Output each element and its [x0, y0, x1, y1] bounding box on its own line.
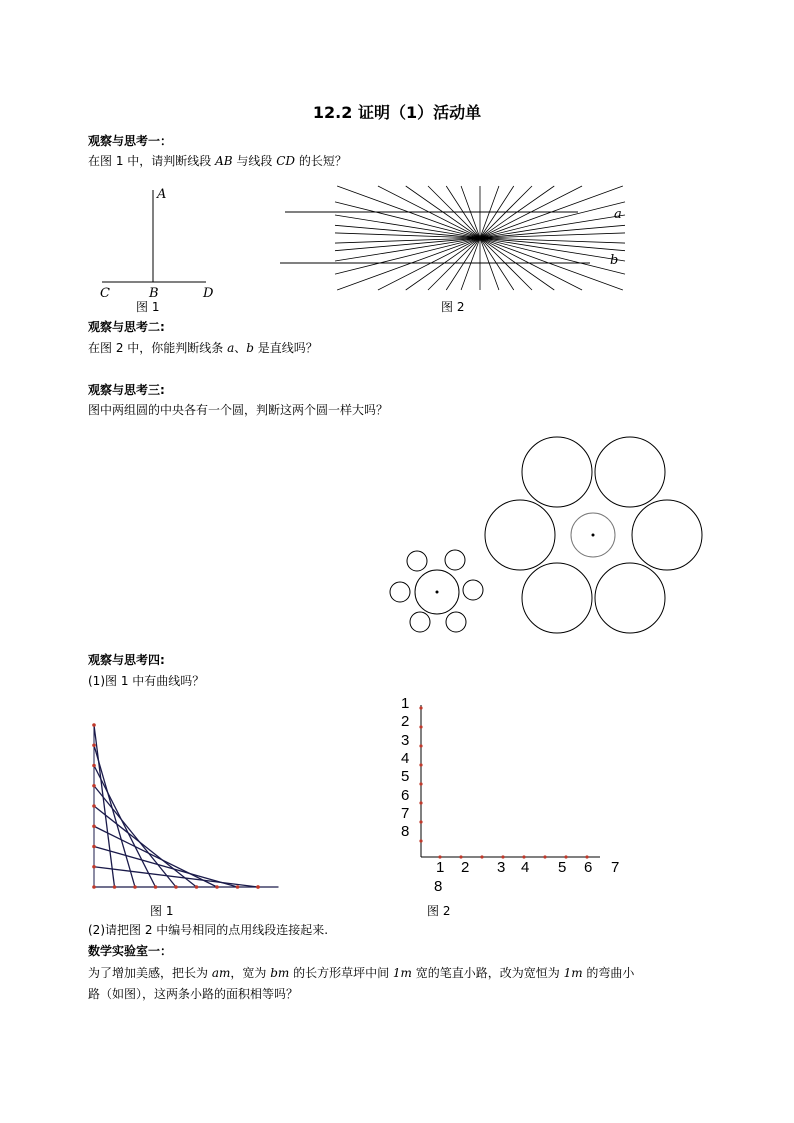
x-axis-number: 2: [461, 859, 470, 876]
var-bm: bm: [270, 966, 290, 980]
s5-text-c: 的长方形草坪中间: [289, 966, 393, 980]
line-a-label: a: [614, 207, 622, 222]
section3-heading: 观察与思考三:: [88, 383, 165, 397]
var-1m: 1m: [392, 966, 412, 980]
y-axis-point: [419, 839, 422, 842]
section5-line1: [88, 965, 634, 981]
var-a: a: [227, 341, 235, 355]
q2-sep: 、: [234, 341, 247, 355]
q2-text-post: 是直线吗？: [253, 341, 318, 355]
q1-text-pre: 在图 1 中，请判断线段: [88, 154, 216, 168]
y-axis-point: [419, 782, 422, 785]
section5-line2: 路（如图），这两条小路的面积相等吗？: [88, 987, 299, 1001]
point-b-label: B: [149, 286, 159, 301]
point-c-label: C: [100, 286, 110, 301]
y-axis-number: 8: [401, 823, 410, 841]
section4-heading: 观察与思考四:: [88, 653, 165, 667]
section4-figure2-caption: 图 2: [427, 904, 451, 918]
section4-q2: (2)请把图 2 中编号相同的点用线段连接起来.: [88, 923, 329, 937]
s5-text-b: ，宽为: [230, 966, 271, 980]
y-axis-point: [419, 820, 422, 823]
x-axis-point: [543, 855, 546, 858]
q1-text-post: 的长短？: [295, 154, 347, 168]
x-axis-label-8: 8: [434, 878, 443, 895]
line-b-label: b: [610, 253, 619, 268]
y-axis-number: 7: [401, 804, 410, 822]
y-axis-point: [419, 763, 422, 766]
figure2-caption: 图 2: [441, 300, 465, 314]
s5-text-e: 的弯曲小: [582, 966, 635, 980]
page-title: 12.2 证明（1）活动单: [312, 103, 482, 122]
x-axis-number: 6: [584, 859, 593, 876]
y-axis-number: 1: [401, 695, 410, 712]
section1-heading: 观察与思考一：: [88, 134, 173, 148]
x-axis-number: 4: [521, 859, 530, 876]
segment-ab-label: AB: [215, 154, 233, 168]
s5-text-a: 为了增加美感，把长为: [88, 966, 212, 980]
var-1m-2: 1m: [563, 966, 583, 980]
var-b: b: [246, 341, 254, 355]
x-axis-number: 3: [497, 859, 506, 876]
y-axis-point: [419, 706, 422, 709]
y-axis-point: [419, 744, 422, 747]
y-axis-point: [419, 725, 422, 728]
point-a-label: A: [157, 187, 167, 202]
x-axis-point: [480, 855, 483, 858]
x-axis-number: 5: [558, 859, 567, 876]
section4-figure1-caption: 图 1: [150, 904, 174, 918]
x-axis-number: 7: [611, 859, 620, 876]
var-am: am: [211, 966, 231, 980]
y-axis-point: [419, 801, 422, 804]
q1-text-mid: 与线段: [232, 154, 277, 168]
point-d-label: D: [203, 286, 214, 301]
y-axis-number: 3: [401, 731, 410, 749]
section5-heading: 数学实验室一：: [88, 944, 173, 958]
section3-question: 图中两组圆的中央各有一个圆，判断这两个圆一样大吗？: [88, 403, 389, 417]
s5-text-d: 宽的笔直小路，改为宽恒为: [411, 966, 564, 980]
q2-text-pre: 在图 2 中，你能判断线条: [88, 341, 228, 355]
y-axis-number: 2: [401, 713, 410, 731]
y-axis-number: 4: [401, 749, 410, 767]
section4-q1: (1)图 1 中有曲线吗？: [88, 674, 205, 688]
section2-heading: 观察与思考二:: [88, 320, 165, 334]
x-axis-number: 1: [436, 859, 445, 876]
segment-cd-label: CD: [276, 154, 296, 168]
y-axis-number: 5: [401, 768, 410, 786]
figure1-caption: 图 1: [136, 300, 160, 314]
y-axis-number: 6: [401, 786, 410, 804]
